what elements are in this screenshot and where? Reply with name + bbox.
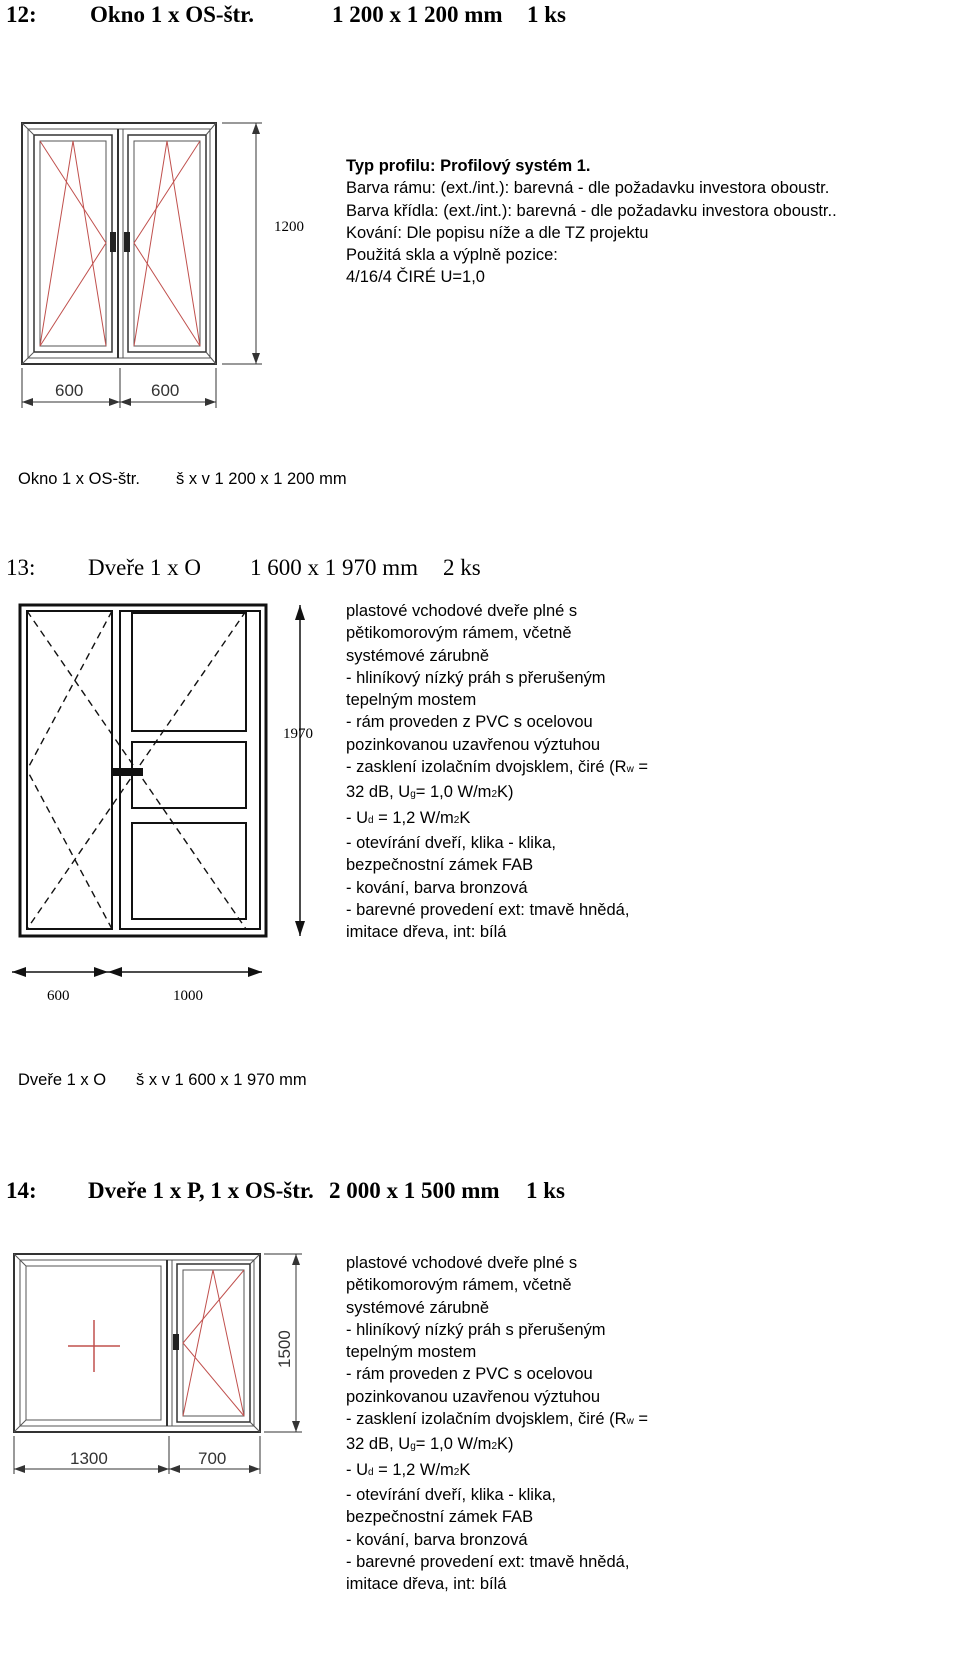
item-number: 14:	[6, 1178, 37, 1203]
item-13-caption-name: Dveře 1 x O	[18, 1071, 107, 1089]
item-12-caption-name: Okno 1 x OS-štr.	[18, 470, 140, 488]
spec-line: Barva rámu: (ext./int.): barevná - dle požadavku investora oboustr.	[346, 179, 830, 198]
desc-line: - rám proveden z PVC s ocelovou	[346, 1365, 593, 1384]
item-quantity: 1 ks	[527, 2, 566, 27]
desc-line: imitace dřeva, int: bílá	[346, 923, 507, 942]
desc-line: - hliníkový nízký práh s přerušeným	[346, 668, 606, 687]
item-13-description	[346, 600, 648, 943]
dim-width-right: 700	[198, 1449, 227, 1468]
desc-line: systémové zárubně	[346, 1298, 490, 1317]
desc-line: - otevírání dveří, klika - klika,	[346, 1485, 556, 1504]
item-12-caption-size: š x v 1 200 x 1 200 mm	[176, 470, 347, 488]
dim-width-left: 1300	[70, 1449, 108, 1468]
desc-line: - barevné provedení ext: tmavě hnědá,	[346, 1552, 630, 1571]
desc-line: - hliníkový nízký práh s přerušeným	[346, 1320, 606, 1339]
desc-line: bezpečnostní zámek FAB	[346, 1508, 534, 1527]
desc-line: 32 dB, Ug= 1,0 W/m2K)	[346, 1435, 514, 1454]
dim-height-label: 1500	[275, 1330, 294, 1368]
desc-line: pětikomorovým rámem, včetně	[346, 1276, 572, 1295]
desc-line: 32 dB, Ug= 1,0 W/m2K)	[346, 783, 514, 802]
dim-width-right: 600	[151, 381, 180, 400]
desc-line: tepelným mostem	[346, 691, 477, 710]
profile-type: Typ profilu: Profilový systém 1.	[346, 157, 591, 175]
dim-height-label: 1970	[283, 726, 313, 742]
item-number: 12:	[6, 2, 37, 27]
desc-line: pozinkovanou uzavřenou výztuhou	[346, 1387, 601, 1406]
desc-line: - Ud = 1,2 W/m2K	[346, 808, 471, 827]
item-number: 13:	[6, 555, 36, 580]
item-size: 1 200 x 1 200 mm	[332, 2, 503, 27]
item-size: 1 600 x 1 970 mm	[250, 555, 419, 580]
desc-line: tepelným mostem	[346, 1343, 477, 1362]
item-name: Okno 1 x OS-štr.	[90, 2, 255, 27]
spec-line: 4/16/4 ČIRÉ U=1,0	[346, 268, 485, 287]
item-name: Dveře 1 x O	[88, 555, 202, 580]
item-quantity: 1 ks	[526, 1178, 565, 1203]
dim-width-left: 600	[55, 381, 84, 400]
item-13-caption-size: š x v 1 600 x 1 970 mm	[136, 1071, 307, 1089]
spec-line: Barva křídla: (ext./int.): barevná - dle požadavku investora oboustr..	[346, 201, 837, 220]
desc-line: systémové zárubně	[346, 646, 490, 665]
desc-line: - kování, barva bronzová	[346, 878, 528, 897]
dim-width-right: 1000	[173, 988, 203, 1004]
dim-height-label: 1200	[274, 219, 304, 235]
desc-line: - zasklení izolačním dvojsklem, čiré (Rw =	[346, 1410, 649, 1429]
desc-line: bezpečnostní zámek FAB	[346, 856, 534, 875]
spec-line: Použitá skla a výplně pozice:	[346, 246, 558, 265]
desc-line: imitace dřeva, int: bílá	[346, 1575, 507, 1594]
item-quantity: 2 ks	[443, 555, 481, 580]
desc-line: pozinkovanou uzavřenou výztuhou	[346, 735, 601, 754]
desc-line: - rám proveden z PVC s ocelovou	[346, 713, 593, 732]
desc-line: - kování, barva bronzová	[346, 1530, 528, 1549]
desc-line: plastové vchodové dveře plné s	[346, 602, 578, 620]
desc-line: - Ud = 1,2 W/m2K	[346, 1460, 471, 1479]
desc-line: - barevné provedení ext: tmavě hnědá,	[346, 900, 630, 919]
desc-line: - zasklení izolačním dvojsklem, čiré (Rw =	[346, 758, 649, 777]
item-name: Dveře 1 x P, 1 x OS-štr.	[88, 1178, 314, 1203]
item-14-description	[346, 1252, 648, 1595]
item-12-spec	[346, 155, 837, 289]
spec-line: Kování: Dle popisu níže a dle TZ projektu	[346, 223, 649, 242]
desc-line: - otevírání dveří, klika - klika,	[346, 833, 556, 852]
desc-line: pětikomorovým rámem, včetně	[346, 624, 572, 643]
dim-width-left: 600	[47, 988, 70, 1004]
item-size: 2 000 x 1 500 mm	[329, 1178, 500, 1203]
desc-line: plastové vchodové dveře plné s	[346, 1254, 578, 1272]
